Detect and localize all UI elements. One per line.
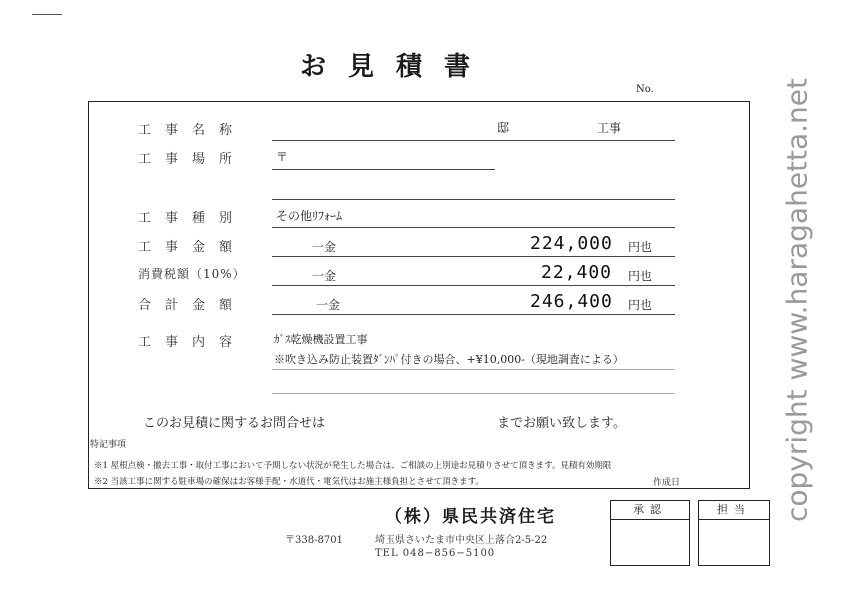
project-name-suffix-kouji: 工事	[597, 121, 622, 135]
project-content-line-1: ｶﾞｽ乾燥機設置工事	[274, 333, 368, 346]
created-date-label: 作成日	[653, 478, 681, 488]
special-notes-heading: 特記事項	[90, 440, 127, 450]
company-name: （株）県民共済住宅	[385, 507, 556, 527]
document-number-label: No.	[636, 84, 654, 95]
copyright-watermark	[752, 0, 842, 597]
project-content-label: 工事内容	[138, 335, 247, 350]
project-type-value: その他ﾘﾌｫｰﾑ	[276, 209, 343, 223]
special-note-2: ※2 当該工事に関する駐車場の確保はお客様手配・水道代・電気代はお施主様負担とさせて頂きます。	[94, 477, 484, 487]
tax-amount-underline	[272, 285, 675, 286]
project-amount-value: 224,000	[530, 233, 613, 254]
total-amount-underline	[272, 314, 675, 315]
postal-mark: 〒	[276, 150, 289, 164]
approval-stamp-label: 承認	[611, 501, 689, 520]
document-title: お見積書	[300, 52, 493, 82]
inquiry-right-text: までお願い致します。	[497, 416, 626, 431]
project-content-underline-1	[272, 369, 675, 370]
company-tel: TEL 048−856−5100	[375, 548, 496, 559]
project-type-label: 工事種別	[138, 211, 247, 226]
project-content-underline-2	[272, 393, 675, 394]
total-amount-unit: 円也	[628, 298, 653, 312]
total-amount-prefix: 一金	[316, 298, 341, 312]
project-content-line-2: ※吹き込み防止装置ﾀﾞﾝﾊﾟ付きの場合、+¥10,000-（現地調査による）	[274, 353, 624, 366]
company-postal: 〒338-8701	[285, 535, 343, 546]
project-amount-underline	[272, 256, 675, 257]
tax-amount-unit: 円也	[628, 269, 653, 283]
project-place-underline-1	[272, 169, 495, 170]
inquiry-left-text: このお見積に関するお問合せは	[143, 416, 326, 431]
project-name-underline	[272, 140, 675, 141]
total-amount-label: 合計金額	[138, 298, 247, 313]
tax-amount-value: 22,400	[541, 262, 613, 283]
copyright-watermark-text: copyright www.haragahetta.net	[780, 77, 814, 523]
project-name-suffix-tei: 邸	[497, 121, 510, 135]
project-amount-unit: 円也	[628, 240, 653, 254]
charge-stamp-label: 担当	[699, 501, 769, 520]
project-place-underline-2	[272, 199, 675, 200]
total-amount-value: 246,400	[530, 291, 613, 312]
scan-mark	[32, 14, 62, 15]
special-note-1: ※1 屋根点検・撤去工事・取付工事において予期しない状況が発生した場合は、ご相談の上別途お見積りさせて頂きます。見積有効期限	[94, 461, 612, 471]
project-name-label: 工事名称	[138, 123, 247, 138]
project-amount-prefix: 一金	[312, 240, 337, 254]
company-address: 埼玉県さいたま市中央区上落合2-5-22	[375, 535, 548, 546]
project-type-underline	[272, 227, 675, 228]
project-place-label: 工事場所	[138, 152, 247, 167]
approval-stamp-box	[610, 500, 690, 566]
tax-amount-label: 消費税額（10%）	[138, 267, 246, 281]
project-amount-label: 工事金額	[138, 240, 247, 255]
tax-amount-prefix: 一金	[312, 269, 337, 283]
